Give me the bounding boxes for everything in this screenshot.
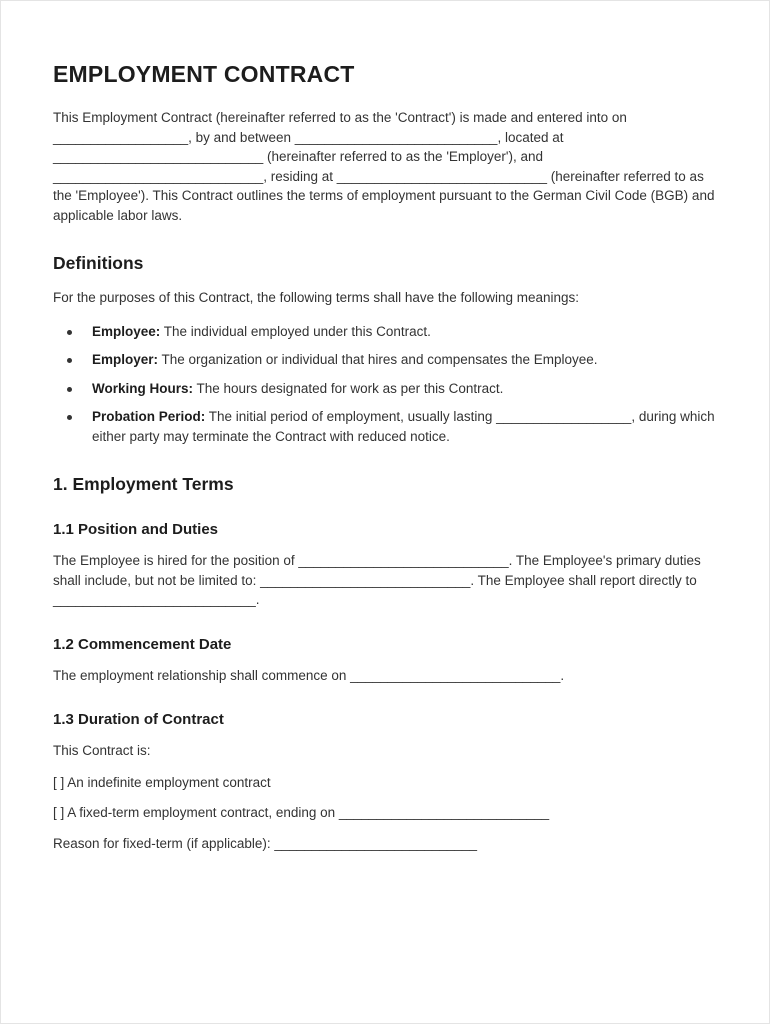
definition-desc: The initial period of employment, usually lasting __________________, during which either party may terminate the Contract with reduced notice. bbox=[92, 409, 715, 444]
section-1-2-body: The employment relationship shall commence on ____________________________. bbox=[53, 667, 565, 683]
section-1-3-heading: 1.3 Duration of Contract bbox=[53, 711, 224, 728]
definitions-list bbox=[53, 322, 717, 447]
bullet-icon bbox=[67, 358, 72, 363]
fixed-term-reason-line: Reason for fixed-term (if applicable): ___________________________ bbox=[53, 835, 478, 851]
definition-text bbox=[92, 350, 598, 370]
definition-term: Employee: bbox=[92, 323, 161, 339]
definition-term: Employer: bbox=[92, 352, 159, 367]
intro-paragraph: This Employment Contract (hereinafter referred to as the 'Contract') is made and entered into on __________________, by and between ___________________________, located at ____________________________ (hereinafter referred to as the 'Employer'), and ____________________________, residing at ____________________________ (hereinafter referred to as the 'Employee'). This Contract outlines the terms of employment pursuant to the German Civil Code (BGB) and applicable labor laws. bbox=[53, 110, 715, 223]
definition-term: Probation Period: bbox=[92, 409, 206, 424]
definition-desc: The organization or individual that hires and compensates the Employee. bbox=[158, 352, 598, 367]
definition-text bbox=[92, 407, 717, 446]
definition-item-employer bbox=[53, 350, 717, 370]
section-1-3-lead: This Contract is: bbox=[53, 743, 151, 758]
bullet-icon bbox=[67, 330, 72, 335]
definition-item-probation-period bbox=[53, 407, 717, 446]
page-title: EMPLOYMENT CONTRACT bbox=[53, 61, 355, 87]
definition-desc: The hours designated for work as per this Contract. bbox=[193, 380, 504, 396]
checkbox-option-indefinite: [ ] An indefinite employment contract bbox=[53, 774, 271, 790]
section-1-2-heading: 1.2 Commencement Date bbox=[53, 635, 232, 653]
section-1-heading: 1. Employment Terms bbox=[53, 474, 234, 494]
definitions-lead: For the purposes of this Contract, the following terms shall have the following meanings: bbox=[53, 290, 580, 305]
checkbox-option-fixed-term: [ ] A fixed-term employment contract, ending on ____________________________ bbox=[53, 805, 550, 820]
definition-desc: The individual employed under this Contract. bbox=[160, 323, 431, 339]
definition-text bbox=[92, 322, 431, 342]
definition-term: Working Hours: bbox=[92, 380, 193, 396]
definition-item-employee bbox=[53, 322, 717, 342]
definitions-heading: Definitions bbox=[53, 253, 144, 273]
section-1-1-body: The Employee is hired for the position of ____________________________. The Employee's primary duties shall include, but not be limited to: ____________________________. The Employee shall report directly to ___________________________. bbox=[53, 553, 701, 607]
definition-item-working-hours bbox=[53, 379, 717, 399]
bullet-icon bbox=[67, 387, 72, 392]
section-1-1-heading: 1.1 Position and Duties bbox=[53, 521, 219, 538]
definition-text bbox=[92, 379, 503, 399]
bullet-icon bbox=[67, 415, 72, 420]
